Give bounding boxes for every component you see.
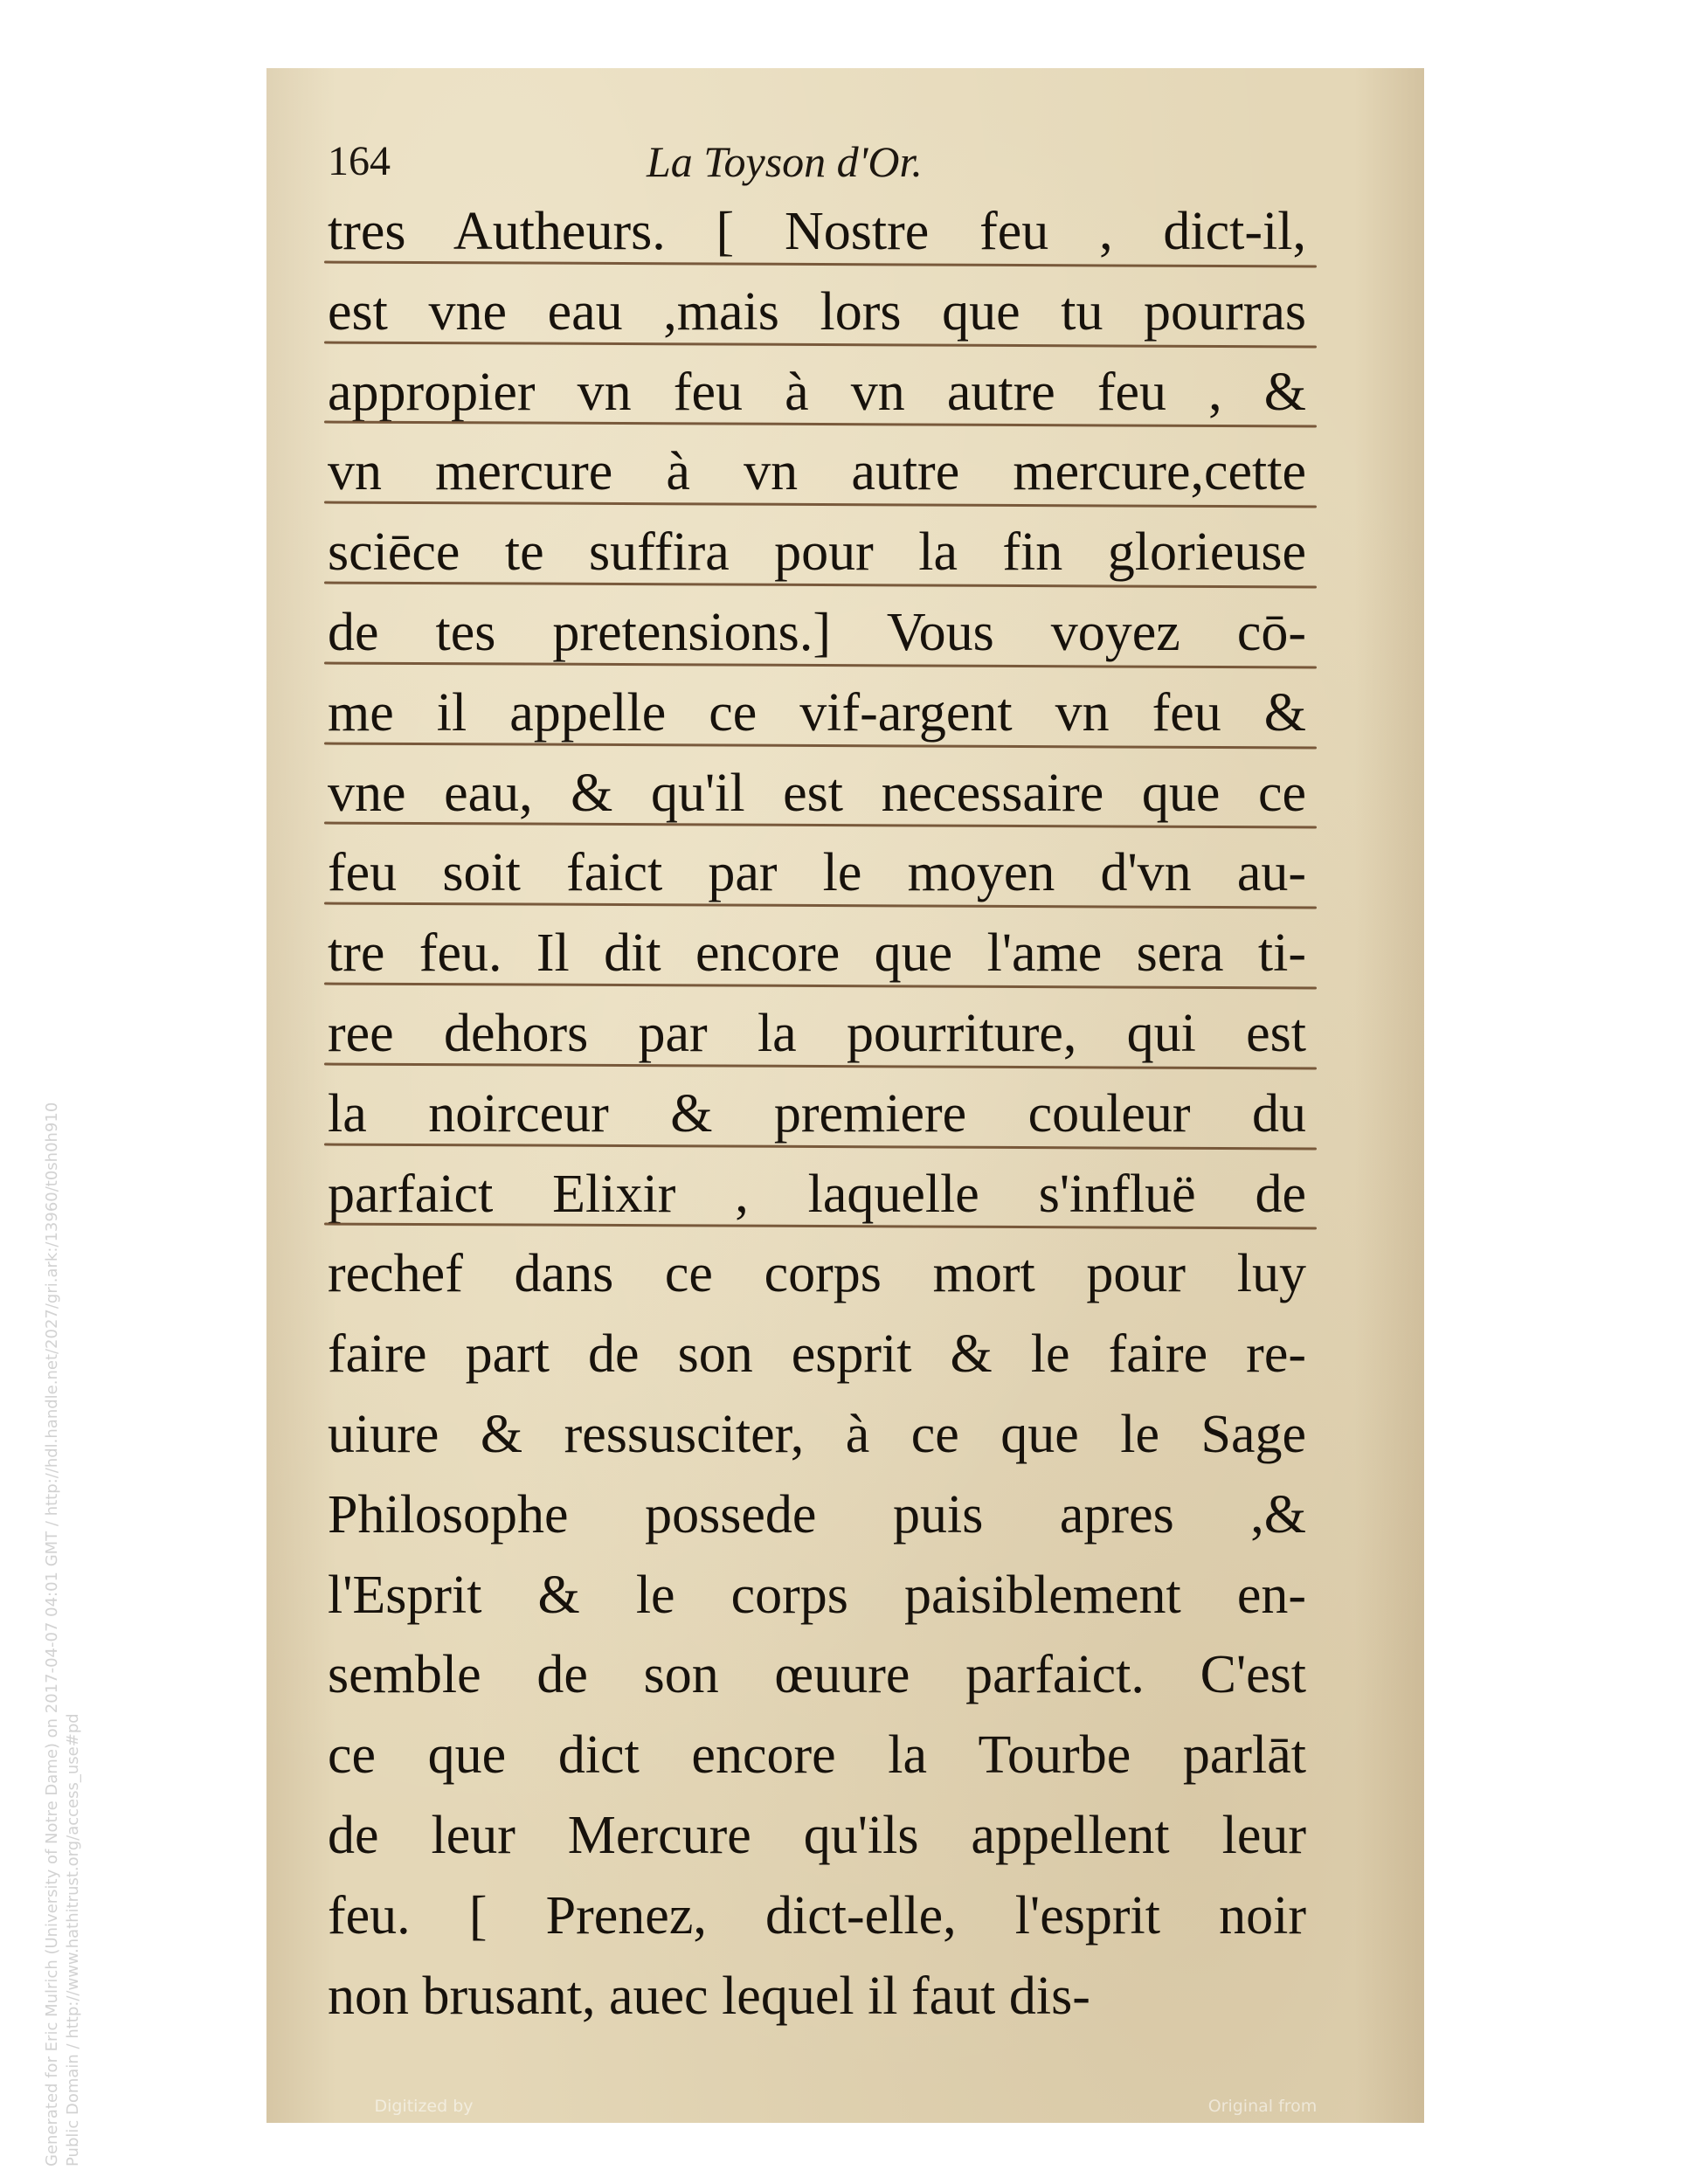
text-line: Philosophe possede puis apres ,& xyxy=(328,1484,1306,1545)
text-line: tre feu. Il dit encore que l'ame sera ti- xyxy=(328,914,1306,994)
text-line: sciēce te suffira pour la fin glorieuse xyxy=(328,513,1306,593)
text-line: l'Esprit & le corps paisiblement en- xyxy=(328,1565,1306,1625)
text-line: vne eau, & qu'il est necessaire que ce xyxy=(328,754,1306,834)
text-line: est vne eau ,mais lors que tu pourras xyxy=(328,273,1306,353)
text-line: de leur Mercure qu'ils appellent leur xyxy=(328,1805,1306,1865)
credit-label: Digitized by xyxy=(374,2097,474,2116)
text-line: parfaict Elixir , laquelle s'influë de xyxy=(328,1155,1306,1235)
text-line: feu. [ Prenez, dict-elle, l'esprit noir xyxy=(328,1885,1306,1946)
digitized-by-credit xyxy=(266,2095,581,2151)
text-line: me il appelle ce vif-argent vn feu & xyxy=(328,674,1306,754)
text-line: feu soit faict par le moyen d'vn au- xyxy=(328,833,1306,914)
text-line: uiure & ressusciter, à ce que le Sage xyxy=(328,1404,1306,1464)
getty-institute-text: THE GETTY RESEARCH INSTITUTE xyxy=(1044,2119,1481,2149)
running-head-title: La Toyson d'Or. xyxy=(647,137,923,186)
text-line: vn mercure à vn autre mercure,cette xyxy=(328,432,1306,513)
body-text xyxy=(328,192,1306,2036)
internet-archive-logo-text: INTERNET ARCHIVE xyxy=(297,2119,550,2149)
watermark-line: Public Domain / http://www.hathitrust.org/access_use#pd xyxy=(64,1713,82,2167)
text-line: non brusant, auec lequel il faut dis- xyxy=(328,1966,1090,2026)
watermark-line: Generated for Eric Mulrich (University of Notre Dame) on 2017-04-07 04:01 GMT / http://hdl.handle.net/2027/gri.ark:/13960/t0sh0h910 xyxy=(43,1102,61,2167)
text-line: de tes pretensions.] Vous voyez cō- xyxy=(328,593,1306,674)
text-line: semble de son œuure parfaict. C'est xyxy=(328,1645,1306,1705)
text-line: ce que dict encore la Tourbe parlāt xyxy=(328,1725,1306,1786)
text-line: la noirceur & premiere couleur du xyxy=(328,1075,1306,1155)
running-head xyxy=(328,131,1306,192)
text-line: faire part de son esprit & le faire re- xyxy=(328,1324,1306,1385)
text-line: ree dehors par la pourriture, qui est xyxy=(328,994,1306,1075)
text-line: rechef dans ce corps mort pour luy xyxy=(328,1244,1306,1304)
hathitrust-watermark xyxy=(42,1102,84,2167)
text-line: appropier vn feu à vn autre feu , & xyxy=(328,353,1306,433)
text-line: tres Autheurs. [ Nostre feu , dict-il, xyxy=(328,192,1306,273)
page-number: 164 xyxy=(328,138,391,184)
original-from-credit xyxy=(1035,2095,1490,2151)
credit-label: Original from xyxy=(1207,2097,1318,2116)
book-page-scan xyxy=(266,68,1481,2149)
